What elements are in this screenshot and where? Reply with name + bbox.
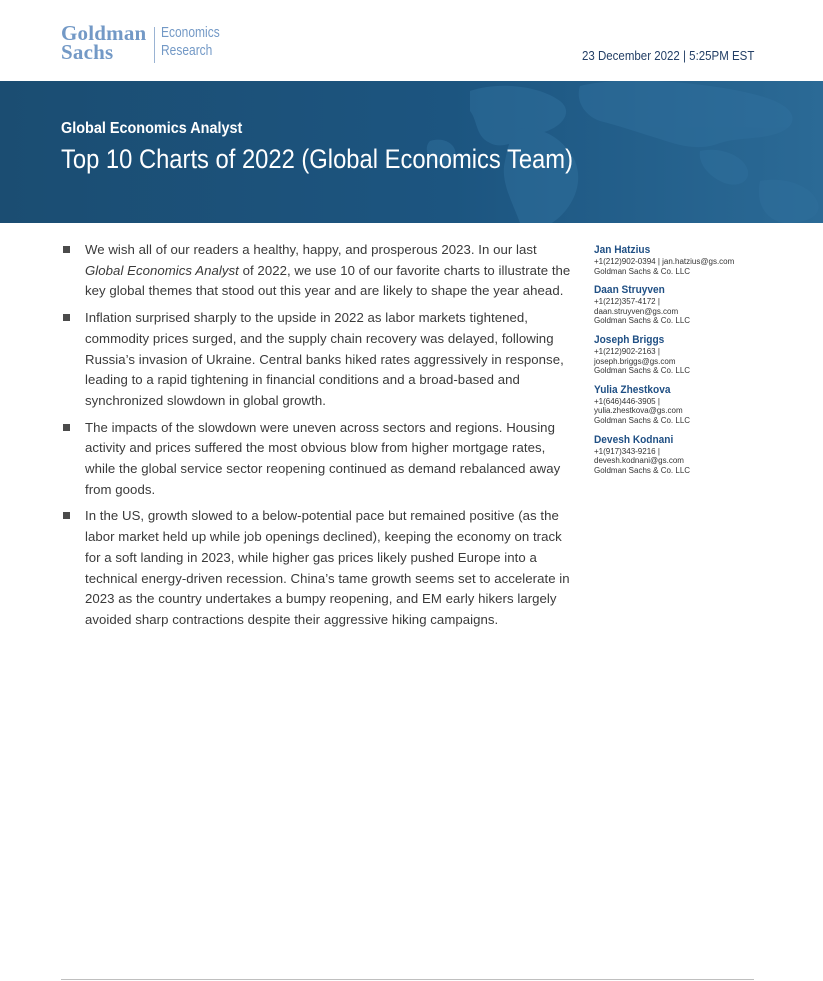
series-name: Global Economics Analyst: [61, 120, 243, 137]
author-firm: Goldman Sachs & Co. LLC: [594, 366, 691, 376]
title-banner: [0, 81, 823, 223]
bullet-text: In the US, growth slowed to a below-potential pace but remained positive (as the labor market held up while job openings declined), keeping the economy on track for a soft landing in 2023, while higher gas prices likely pushed Europe into a technical energy-driven recession. China’s tame growth seems set to accelerate in 2023 as the country undertakes a bumpy reopening, and EM early hikers largely avoided sharp contractions despite their aggressive hiking campaigns.: [85, 508, 570, 627]
author-phone: +1(646)446-3905 |: [594, 396, 660, 406]
bullet-square-icon: [63, 314, 70, 321]
author-email: daan.struyven@gs.com: [594, 306, 679, 316]
bullet-text: The impacts of the slowdown were uneven across sectors and regions. Housing activity and prices suffered the most obvious blow from higher mortgage rates, while the global service sector reopening continued as demand rebalanced away from goods.: [85, 419, 561, 497]
author-phone: +1(212)357-4172 |: [594, 297, 660, 307]
author-card: [594, 434, 764, 476]
author-contact: +1(212)902-0394 | jan.hatzius@gs.com: [594, 257, 735, 266]
bullet-text-post: of 2022, we use 10 of our favorite charts to illustrate the key global themes that stood out this year and are likely to shape the year ahead.: [85, 262, 571, 299]
author-phone: +1(212)902-2163 |: [594, 346, 660, 356]
bullet-item: [61, 418, 576, 501]
summary-bullets: [61, 240, 576, 637]
author-name: Devesh Kodnani: [594, 433, 674, 446]
author-email: devesh.kodnani@gs.com: [594, 456, 684, 466]
bullet-square-icon: [63, 246, 70, 253]
bullet-text-pre: We wish all of our readers a healthy, happy, and prosperous 2023. In our last: [85, 242, 537, 257]
division-label: [161, 24, 220, 60]
footer-divider: [61, 979, 754, 980]
bullet-square-icon: [63, 424, 70, 431]
division-line-2: Research: [161, 42, 213, 59]
author-phone: +1(917)343-9216 |: [594, 446, 660, 456]
author-list: [594, 244, 764, 483]
bullet-item: [61, 308, 576, 412]
author-firm: Goldman Sachs & Co. LLC: [594, 465, 691, 475]
publication-date: 23 December 2022 | 5:25PM EST: [581, 49, 754, 63]
author-card: [594, 334, 764, 376]
author-firm: Goldman Sachs & Co. LLC: [594, 316, 691, 326]
author-email: yulia.zhestkova@gs.com: [594, 406, 683, 416]
logo-divider: [154, 27, 155, 63]
author-card: [594, 384, 764, 426]
author-firm: Goldman Sachs & Co. LLC: [594, 415, 691, 425]
author-name: Daan Struyven: [594, 284, 665, 297]
author-name: Yulia Zhestkova: [594, 383, 671, 396]
bullet-text-em: Global Economics Analyst: [85, 262, 239, 278]
bullet-square-icon: [63, 512, 70, 519]
goldman-sachs-logo: [61, 21, 235, 64]
division-line-1: Economics: [161, 24, 221, 41]
report-title: Top 10 Charts of 2022 (Global Economics Team): [61, 144, 573, 174]
author-name: Jan Hatzius: [594, 244, 651, 256]
author-card: [594, 284, 764, 326]
author-firm: Goldman Sachs & Co. LLC: [594, 266, 691, 276]
logo-wordmark: [61, 21, 147, 64]
author-email: joseph.briggs@gs.com: [594, 356, 676, 366]
author-card: [594, 244, 764, 276]
logo-line-1: Goldman: [61, 21, 147, 45]
bullet-text: Inflation surprised sharply to the upside in 2022 as labor markets tightened, commodity prices surged, and the supply chain recovery was delayed, following Russia’s invasion of Ukraine. Central banks hiked rates aggressively in response, leading to a rapid tightening in financial conditions and a broad-based and synchronized slowdown in global growth.: [85, 310, 564, 408]
bullet-item: [61, 240, 576, 302]
logo-line-2: Sachs: [61, 40, 114, 64]
author-name: Joseph Briggs: [594, 333, 665, 346]
bullet-item: [61, 506, 576, 630]
